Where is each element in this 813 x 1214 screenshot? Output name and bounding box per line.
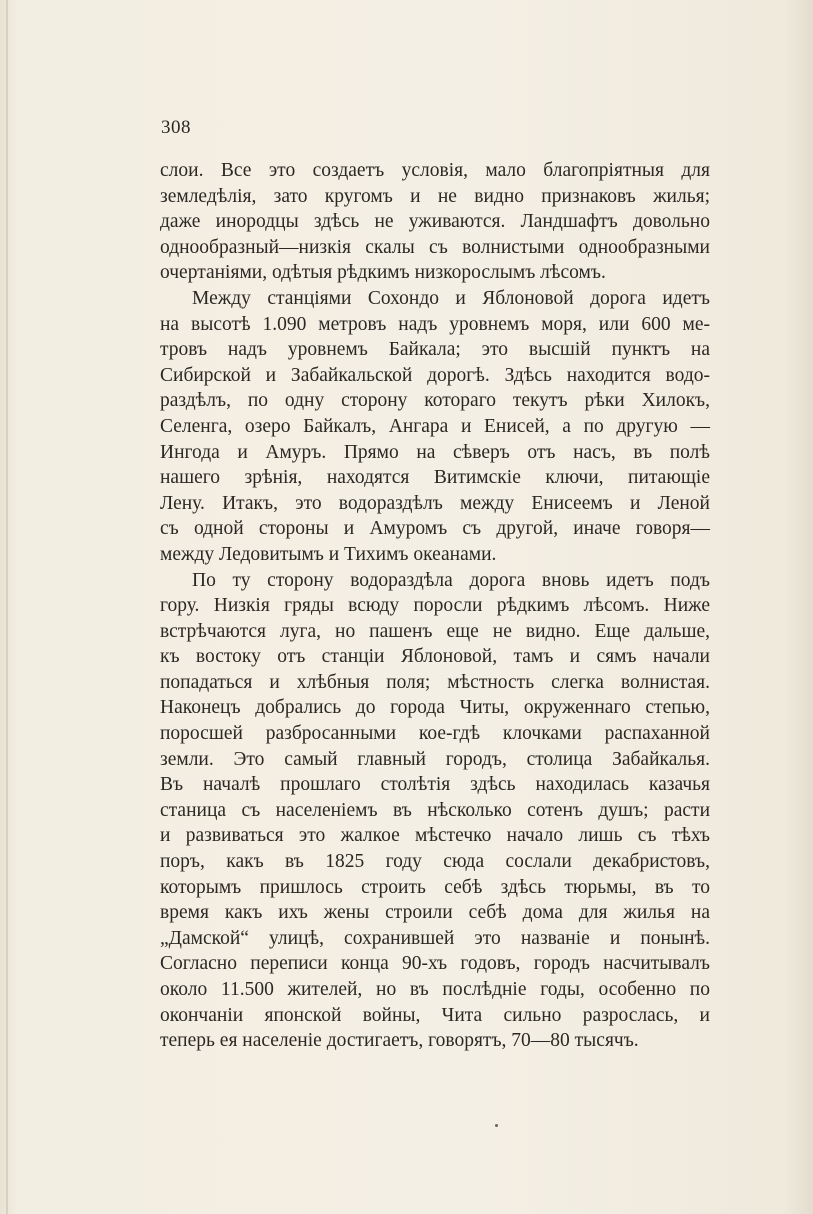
text-line: земледѣлія, зато кругомъ и не видно признаковъ жилья; xyxy=(160,185,710,207)
text-line: теперь ея населеніе достигаетъ, говорятъ, 70—80 тысячъ. xyxy=(160,1030,639,1052)
text-line: нашего зрѣнія, находятся Витимскіе ключи, питающіе xyxy=(160,467,710,489)
text-line: станица съ населеніемъ въ нѣсколько сотенъ душъ; расти xyxy=(160,799,710,821)
page-gutter-shadow xyxy=(785,0,813,1214)
text-line: гору. Низкія гряды всюду поросли рѣдкимъ лѣсомъ. Ниже xyxy=(160,595,710,617)
text-line: около 11.500 жителей, но въ послѣдніе годы, особенно по xyxy=(160,979,710,1000)
text-line: и развиваться это жалкое мѣстечко начало лишь съ тѣхъ xyxy=(160,825,710,847)
text-line: Сибирской и Забайкальской дорогѣ. Здѣсь находится водо- xyxy=(160,364,710,386)
text-line: между Ледовитымъ и Тихимъ океанами. xyxy=(160,543,497,565)
text-line: Въ началѣ прошлаго столѣтія здѣсь находилась казачья xyxy=(160,774,710,796)
text-line: къ востоку отъ станціи Яблоновой, тамъ и сямъ начали xyxy=(160,646,710,668)
paragraph xyxy=(160,568,710,1054)
text-line: попадаться и хлѣбныя поля; мѣстность слегка волнистая. xyxy=(160,671,710,693)
text-line: „Дамской“ улицѣ, сохранившей это названіе и понынѣ. xyxy=(160,927,710,949)
text-line: встрѣчаются луга, но пашенъ еще не видно. Еще дальше, xyxy=(160,620,710,642)
text-line: раздѣлъ, по одну сторону котораго текутъ рѣки Хилокъ, xyxy=(160,390,710,412)
text-line: Лену. Итакъ, это водораздѣлъ между Енисеемъ и Леной xyxy=(160,492,710,514)
body-text xyxy=(160,158,710,1054)
page-number: 308 xyxy=(161,117,191,138)
page-left-edge xyxy=(6,0,8,1214)
text-line: Согласно переписи конца 90-хъ годовъ, городъ насчитывалъ xyxy=(160,953,710,975)
paper-speck xyxy=(495,1124,498,1127)
paragraph xyxy=(160,158,710,286)
text-line: время какъ ихъ жены строили себѣ дома для жилья на xyxy=(160,902,710,924)
text-line: очертаніями, одѣтыя рѣдкимъ низкорослымъ лѣсомъ. xyxy=(160,262,606,284)
paragraph xyxy=(160,286,710,568)
text-line: съ одной стороны и Амуромъ съ другой, иначе говоря— xyxy=(160,518,710,540)
text-line: поросшей разбросанными кое-гдѣ клочками распаханной xyxy=(160,723,710,745)
text-line: слои. Все это создаетъ условія, мало благопріятныя для xyxy=(160,160,710,181)
text-line: окончаніи японской войны, Чита сильно разрослась, и xyxy=(160,1004,710,1026)
text-line: Между станціями Сохондо и Яблоновой дорога идетъ xyxy=(192,287,710,309)
text-line: По ту сторону водораздѣла дорога вновь идетъ подъ xyxy=(192,569,710,591)
text-line: которымъ пришлось строить себѣ здѣсь тюрьмы, въ то xyxy=(160,876,710,898)
text-line: Ингода и Амуръ. Прямо на сѣверъ отъ насъ, въ полѣ xyxy=(160,441,710,463)
text-line: поръ, какъ въ 1825 году сюда сослали декабристовъ, xyxy=(160,851,710,873)
text-line: Наконецъ добрались до города Читы, окруженнаго степью, xyxy=(160,697,710,719)
text-line: однообразный—низкія скалы съ волнистыми однообразными xyxy=(160,236,710,258)
text-line: земли. Это самый главный городъ, столица Забайкалья. xyxy=(160,748,710,770)
text-line: Селенга, озеро Байкалъ, Ангара и Енисей, а по другую — xyxy=(160,415,710,437)
text-line: на высотѣ 1.090 метровъ надъ уровнемъ моря, или 600 ме- xyxy=(160,313,710,335)
text-line: даже инородцы здѣсь не уживаются. Ландшафтъ довольно xyxy=(160,211,710,233)
text-line: тровъ надъ уровнемъ Байкала; это высшій пунктъ на xyxy=(160,339,710,361)
